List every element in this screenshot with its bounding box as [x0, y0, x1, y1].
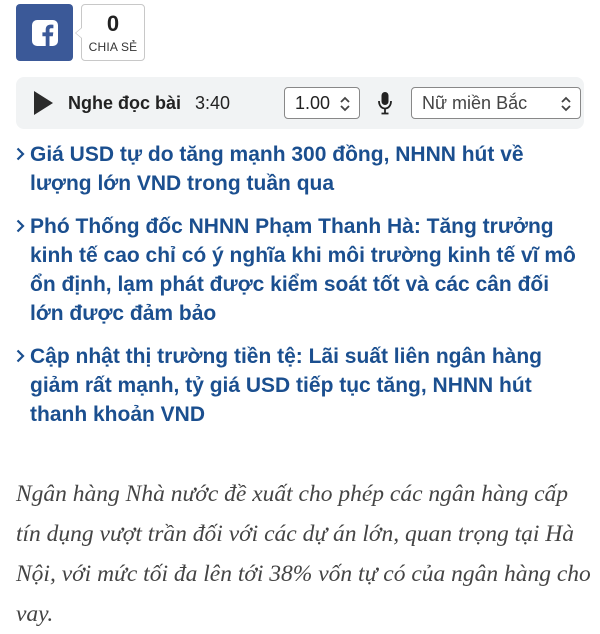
article-lead: Ngân hàng Nhà nước đề xuất cho phép các ngân hàng cấp tín dụng vượt trần đối với các dự án lớn, quan trọng tại Hà Nội, với mức tối đa lên tới 38% vốn tự có của ngân hàng cho vay. [16, 481, 591, 627]
related-articles [16, 140, 588, 443]
list-item [16, 342, 588, 429]
play-icon[interactable] [32, 90, 54, 116]
voice-value: Nữ miền Bắc [422, 92, 528, 113]
voice-select[interactable] [411, 87, 581, 119]
related-article-link[interactable]: Phó Thống đốc NHNN Phạm Thanh Hà: Tăng trưởng kinh tế cao chỉ có ý nghĩa khi môi trường kinh tế vĩ mô ổn định, lạm phát được kiểm soát tốt và các cân đối lớn được đảm bảo [30, 215, 576, 325]
chevron-updown-icon [560, 95, 572, 113]
speed-select[interactable] [284, 87, 360, 119]
speed-value: 1.00 [295, 92, 331, 113]
player-label: Nghe đọc bài [68, 92, 182, 113]
share-label: CHIA SẺ [88, 39, 138, 54]
related-article-link[interactable]: Giá USD tự do tăng mạnh 300 đồng, NHNN hút về lượng lớn VND trong tuần qua [30, 143, 524, 195]
audio-player [16, 77, 584, 129]
player-duration: 3:40 [195, 92, 231, 113]
list-item [16, 212, 588, 328]
list-item [16, 140, 588, 198]
share-count-box [81, 4, 145, 61]
microphone-icon [377, 91, 393, 115]
share-count: 0 [106, 10, 120, 36]
chevron-updown-icon [339, 95, 351, 113]
related-article-link[interactable]: Cập nhật thị trường tiền tệ: Lãi suất liên ngân hàng giảm rất mạnh, tỷ giá USD tiếp tục tăng, NHNN hút thanh khoản VND [30, 345, 542, 426]
chevron-right-icon [16, 147, 25, 161]
facebook-f-icon [32, 20, 58, 46]
chevron-right-icon [16, 349, 25, 363]
facebook-share-button[interactable] [16, 4, 73, 61]
share-bar [16, 4, 145, 62]
chevron-right-icon [16, 219, 25, 233]
